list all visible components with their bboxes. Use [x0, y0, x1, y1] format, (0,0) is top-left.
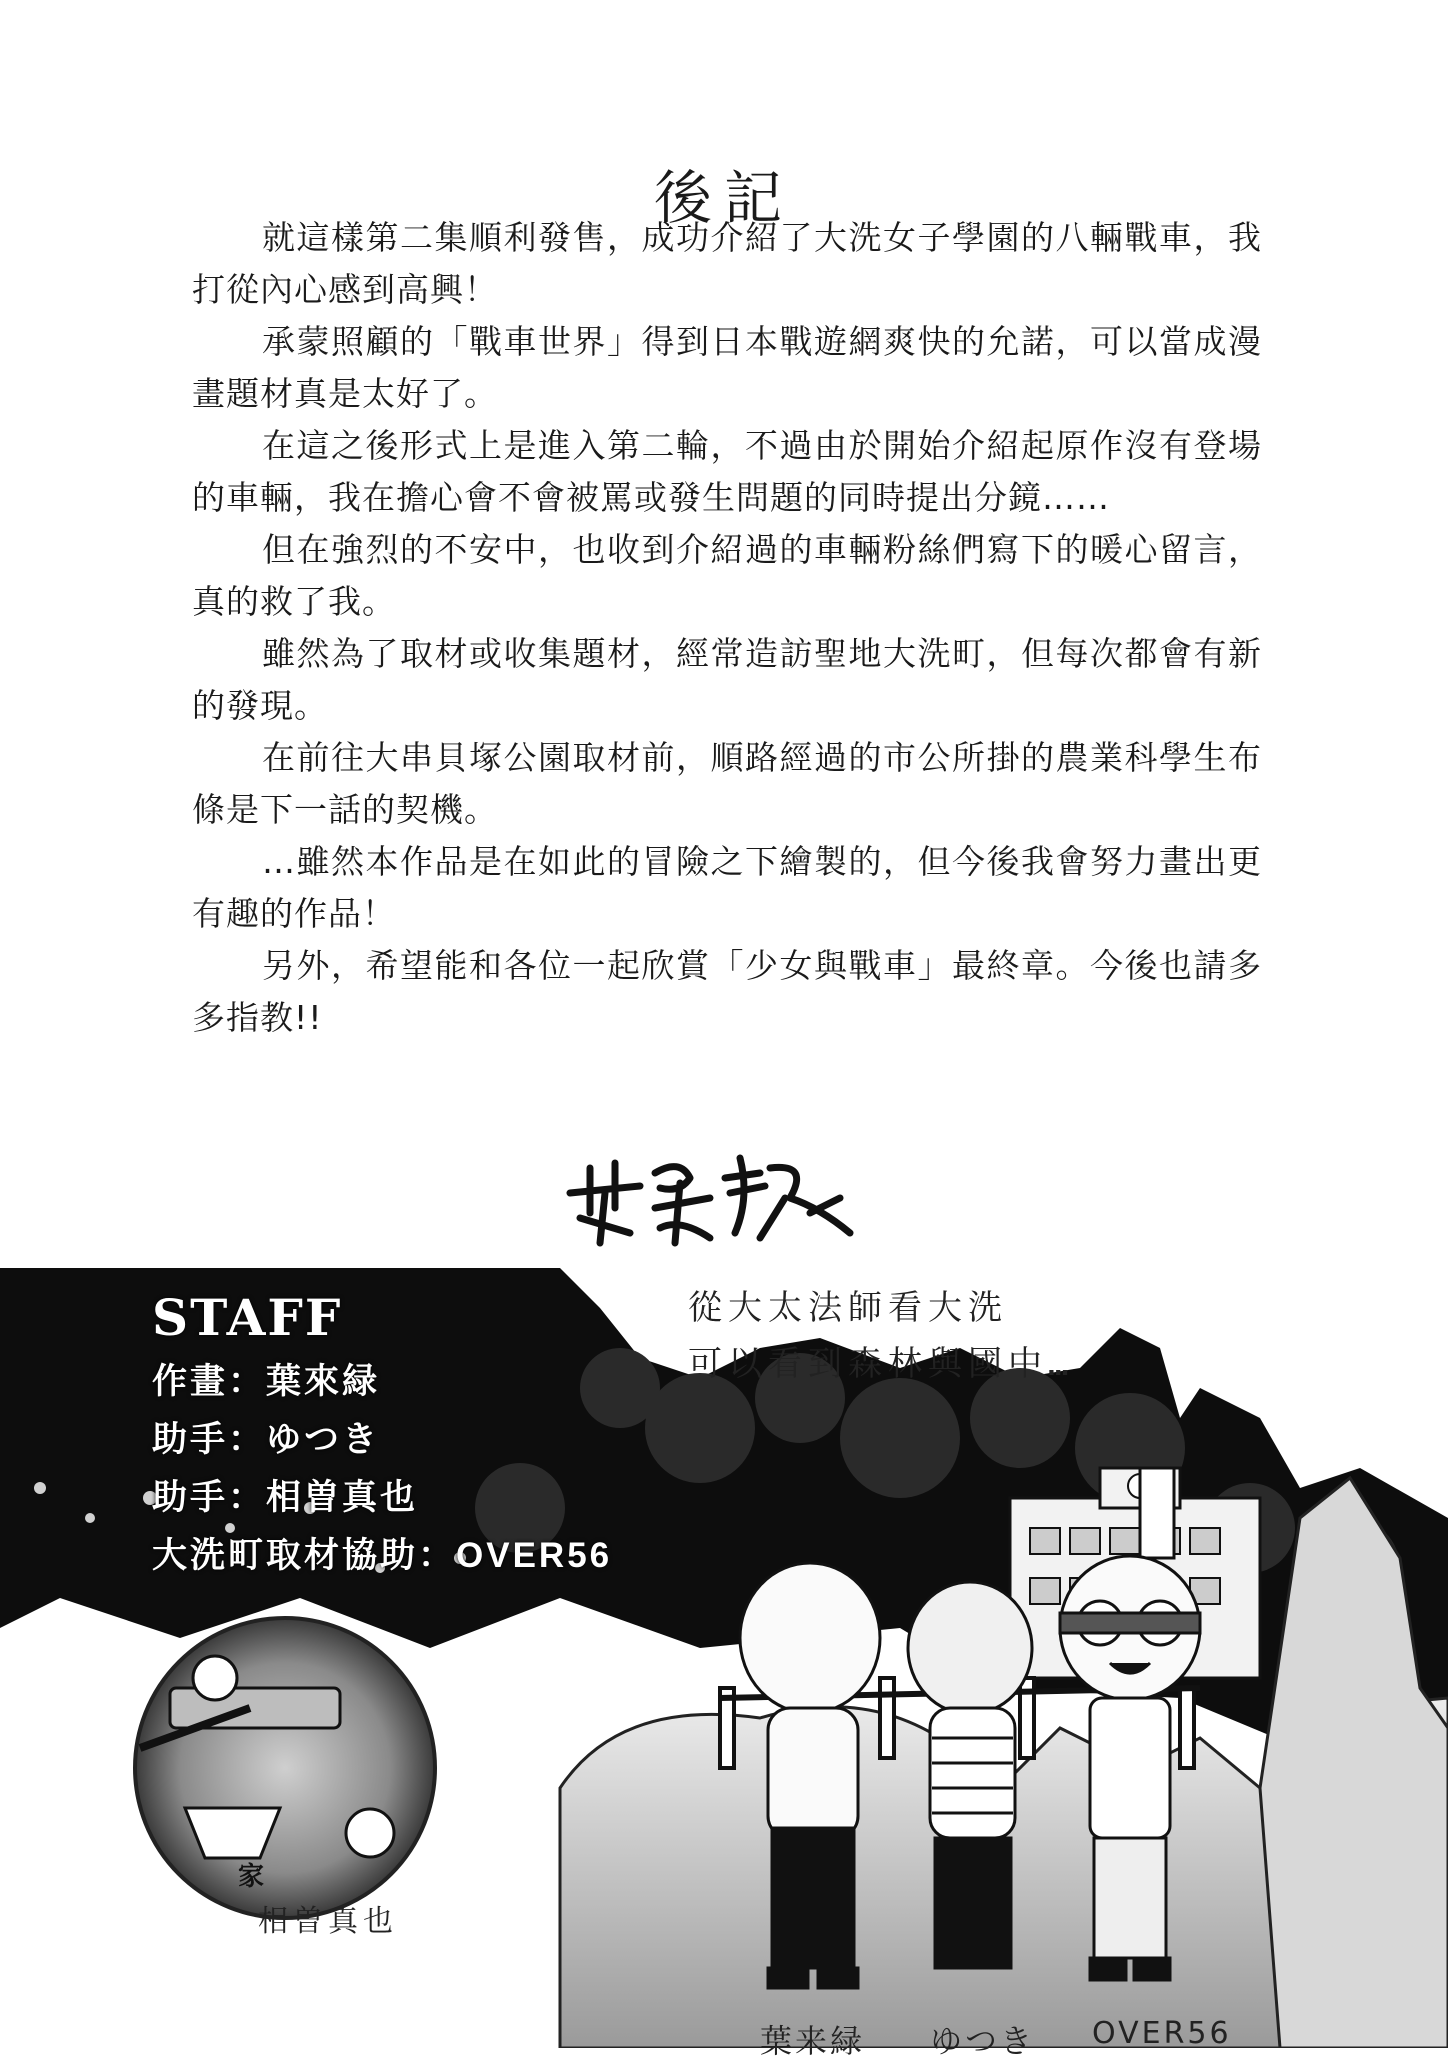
character-label: 葉来緑	[760, 2022, 866, 2060]
bowl-stamp: 家	[238, 1862, 265, 1892]
staff-line: 助手：ゆつき	[152, 1420, 381, 1459]
page-title: 後記	[653, 163, 794, 232]
staff-heading: STAFF	[152, 1288, 343, 1347]
author-signature	[560, 1138, 860, 1248]
staff-line: 大洗町取材協助：OVER56	[152, 1536, 613, 1575]
paragraph: 承蒙照顧的「戰車世界」得到日本戰遊網爽快的允諾，可以當成漫畫題材真是太好了。	[192, 322, 1262, 413]
paragraph: 另外，希望能和各位一起欣賞「少女與戰車」最終章。今後也請多多指教!!	[192, 946, 1262, 1037]
staff-line: 助手：相曽真也	[152, 1478, 419, 1517]
paragraph: 在前往大串貝塚公園取材前，順路經過的市公所掛的農業科學生布條是下一話的契機。	[192, 738, 1262, 829]
paragraph: 在這之後形式上是進入第二輪，不過由於開始介紹起原作沒有登場的車輛，我在擔心會不會被罵或發生問題的同時提出分鏡……	[192, 426, 1262, 517]
caption-line: 可以看到森林與國中…	[688, 1344, 1075, 1384]
character-label: ゆつき	[930, 2022, 1036, 2060]
staff-credits	[152, 1288, 612, 1585]
staff-line: 作畫：葉來緑	[152, 1362, 381, 1401]
paragraph: 雖然為了取材或收集題材，經常造訪聖地大洗町，但每次都會有新的發現。	[192, 634, 1262, 725]
afterword-body	[192, 212, 1262, 1044]
paragraph: …雖然本作品是在如此的冒險之下繪製的，但今後我會努力畫出更有趣的作品！	[192, 842, 1262, 933]
illustration-caption	[688, 1280, 1074, 1392]
paragraph: 就這樣第二集順利發售，成功介紹了大洗女子學園的八輛戰車，我打從內心感到高興！	[192, 218, 1262, 309]
paragraph: 但在強烈的不安中，也收到介紹過的車輛粉絲們寫下的暖心留言，真的救了我。	[192, 530, 1262, 621]
inset-caption: 相曽真也	[258, 1904, 398, 1939]
character-label: OVER56	[1092, 2016, 1232, 2051]
caption-line: 從大太法師看大洗	[688, 1288, 1008, 1328]
